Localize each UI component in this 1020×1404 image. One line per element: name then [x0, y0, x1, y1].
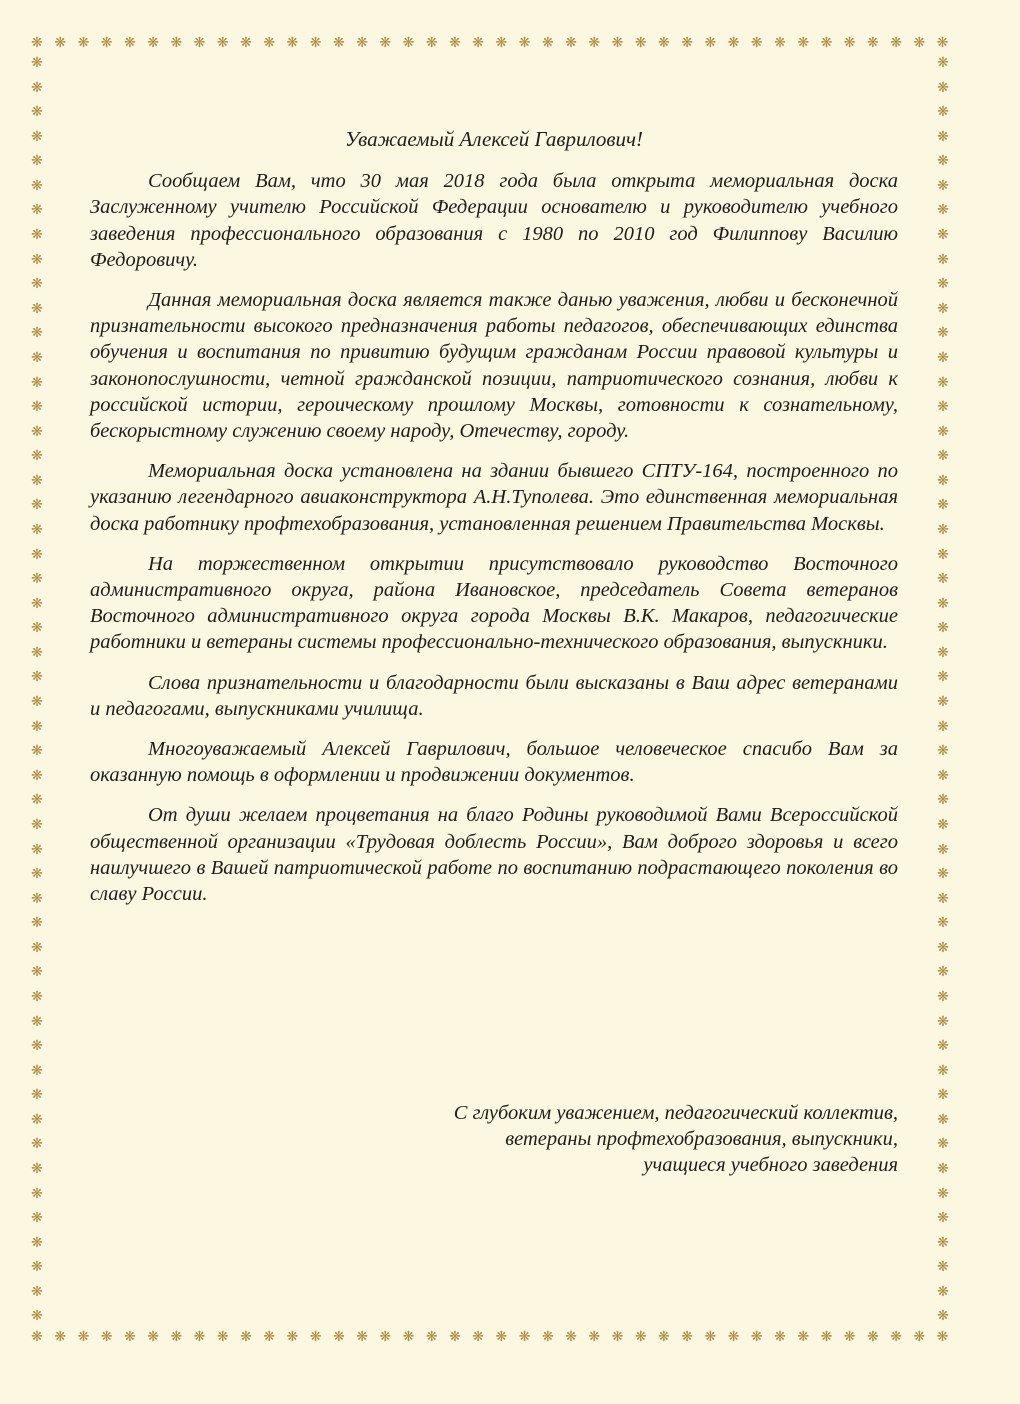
snowflake-ornament-icon: ❋ — [31, 915, 43, 932]
snowflake-ornament-icon: ❋ — [937, 743, 949, 760]
closing-line-1: С глубоким уважением, педагогический коллектив, — [453, 1102, 898, 1124]
snowflake-ornament-icon: ❋ — [937, 694, 949, 711]
snowflake-ornament-icon: ❋ — [31, 374, 43, 391]
snowflake-ornament-icon: ❋ — [31, 177, 43, 194]
snowflake-ornament-icon: ❋ — [31, 1283, 43, 1300]
snowflake-ornament-icon: ❋ — [31, 128, 43, 145]
snowflake-ornament-icon: ❋ — [216, 35, 229, 51]
snowflake-ornament-icon: ❋ — [31, 890, 43, 907]
snowflake-ornament-icon: ❋ — [124, 1329, 136, 1345]
snowflake-ornament-icon: ❋ — [937, 497, 949, 514]
ornamental-border-top — [30, 36, 950, 50]
snowflake-ornament-icon: ❋ — [31, 1234, 43, 1251]
snowflake-ornament-icon: ❋ — [170, 1329, 183, 1345]
snowflake-ornament-icon: ❋ — [31, 153, 43, 170]
snowflake-ornament-icon: ❋ — [937, 55, 949, 71]
snowflake-ornament-icon: ❋ — [937, 718, 949, 735]
snowflake-ornament-icon: ❋ — [727, 35, 740, 51]
snowflake-ornament-icon: ❋ — [820, 35, 833, 51]
snowflake-ornament-icon: ❋ — [937, 153, 949, 170]
snowflake-ornament-icon: ❋ — [31, 1136, 43, 1153]
snowflake-ornament-icon: ❋ — [31, 497, 43, 514]
snowflake-ornament-icon: ❋ — [937, 1038, 949, 1055]
snowflake-ornament-icon: ❋ — [937, 1185, 949, 1202]
snowflake-ornament-icon: ❋ — [31, 1259, 43, 1276]
snowflake-ornament-icon: ❋ — [31, 472, 43, 489]
snowflake-ornament-icon: ❋ — [937, 104, 949, 121]
snowflake-ornament-icon: ❋ — [31, 349, 43, 366]
snowflake-ornament-icon: ❋ — [937, 399, 949, 416]
snowflake-ornament-icon: ❋ — [937, 669, 949, 686]
snowflake-ornament-icon: ❋ — [31, 1087, 43, 1104]
snowflake-ornament-icon: ❋ — [31, 521, 43, 538]
snowflake-ornament-icon: ❋ — [495, 1329, 508, 1345]
snowflake-ornament-icon: ❋ — [31, 866, 43, 883]
snowflake-ornament-icon: ❋ — [31, 251, 43, 268]
snowflake-ornament-icon: ❋ — [750, 35, 763, 51]
snowflake-ornament-icon: ❋ — [31, 841, 43, 858]
snowflake-ornament-icon: ❋ — [31, 644, 43, 661]
snowflake-ornament-icon: ❋ — [937, 521, 949, 538]
snowflake-ornament-icon: ❋ — [937, 1087, 949, 1104]
ornamental-border-bottom — [30, 1330, 950, 1344]
snowflake-ornament-icon: ❋ — [31, 1329, 43, 1345]
snowflake-ornament-icon: ❋ — [937, 1234, 949, 1251]
snowflake-ornament-icon: ❋ — [31, 939, 43, 956]
snowflake-ornament-icon: ❋ — [31, 448, 43, 465]
letter-body — [90, 126, 898, 921]
snowflake-ornament-icon: ❋ — [31, 816, 43, 833]
snowflake-ornament-icon: ❋ — [193, 1329, 206, 1345]
snowflake-ornament-icon: ❋ — [658, 35, 670, 51]
snowflake-ornament-icon: ❋ — [937, 128, 949, 145]
snowflake-ornament-icon: ❋ — [565, 35, 577, 51]
snowflake-ornament-icon: ❋ — [913, 1329, 926, 1345]
snowflake-ornament-icon: ❋ — [820, 1329, 833, 1345]
snowflake-ornament-icon: ❋ — [31, 595, 43, 612]
snowflake-ornament-icon: ❋ — [425, 35, 438, 51]
snowflake-ornament-icon: ❋ — [31, 1210, 43, 1227]
snowflake-ornament-icon: ❋ — [937, 866, 949, 883]
snowflake-ornament-icon: ❋ — [100, 1329, 113, 1345]
snowflake-ornament-icon: ❋ — [937, 227, 949, 244]
snowflake-ornament-icon: ❋ — [937, 939, 949, 956]
snowflake-ornament-icon: ❋ — [937, 1136, 949, 1153]
snowflake-ornament-icon: ❋ — [31, 767, 43, 784]
snowflake-ornament-icon: ❋ — [681, 1329, 693, 1345]
snowflake-ornament-icon: ❋ — [936, 1329, 949, 1345]
snowflake-ornament-icon: ❋ — [449, 1329, 461, 1345]
snowflake-ornament-icon: ❋ — [54, 1329, 67, 1345]
snowflake-ornament-icon: ❋ — [425, 1329, 438, 1345]
snowflake-ornament-icon: ❋ — [937, 448, 949, 465]
ornamental-border-left — [30, 56, 44, 1324]
snowflake-ornament-icon: ❋ — [100, 35, 113, 51]
snowflake-ornament-icon: ❋ — [588, 35, 601, 51]
snowflake-ornament-icon: ❋ — [937, 177, 949, 194]
snowflake-ornament-icon: ❋ — [31, 571, 43, 588]
snowflake-ornament-icon: ❋ — [31, 35, 43, 51]
snowflake-ornament-icon: ❋ — [263, 1329, 276, 1345]
snowflake-ornament-icon: ❋ — [31, 1185, 43, 1202]
snowflake-ornament-icon: ❋ — [937, 1111, 949, 1128]
snowflake-ornament-icon: ❋ — [31, 964, 43, 981]
snowflake-ornament-icon: ❋ — [31, 718, 43, 735]
snowflake-ornament-icon: ❋ — [937, 423, 949, 440]
closing-line-2: ветераны профтехобразования, выпускники, — [505, 1128, 898, 1151]
snowflake-ornament-icon: ❋ — [31, 1062, 43, 1079]
snowflake-ornament-icon: ❋ — [54, 35, 67, 51]
snowflake-ornament-icon: ❋ — [774, 35, 786, 51]
snowflake-ornament-icon: ❋ — [449, 35, 461, 51]
snowflake-ornament-icon: ❋ — [240, 1329, 252, 1345]
snowflake-ornament-icon: ❋ — [286, 35, 299, 51]
snowflake-ornament-icon: ❋ — [31, 104, 43, 121]
paragraph-2: Данная мемориальная доска является также данью уважения, любви и бесконечной признательности высокого предназначения работы педагогов, обеспечивающих единства обучения и воспитания по привитию будущим гражданам России правовой культуры и законопослушности, четной гражданской позиции, патриотического сознания, любви к российской истории, героическому прошлому Москвы, готовности к сознательному, бескорыстному служению своему народу, Отечеству, городу. — [90, 289, 898, 443]
paragraph-6: Многоуважаемый Алексей Гаврилович, большое человеческое спасибо Вам за оказанную помощь в оформлении и продвижении документов. — [90, 738, 898, 787]
snowflake-ornament-icon: ❋ — [31, 1308, 43, 1325]
snowflake-ornament-icon: ❋ — [332, 1329, 345, 1345]
snowflake-ornament-icon: ❋ — [31, 988, 43, 1005]
snowflake-ornament-icon: ❋ — [937, 816, 949, 833]
snowflake-ornament-icon: ❋ — [937, 915, 949, 932]
snowflake-ornament-icon: ❋ — [937, 349, 949, 366]
paragraph-1: Сообщаем Вам, что 30 мая 2018 года была открыта мемориальная доска Заслуженному учителю Российской Федерации основателю и руководителю учебного заведения профессионального образования с 1980 по 2010 год Филиппову Василию Федоровичу. — [90, 170, 898, 271]
snowflake-ornament-icon: ❋ — [77, 1329, 90, 1345]
snowflake-ornament-icon: ❋ — [31, 325, 43, 342]
snowflake-ornament-icon: ❋ — [31, 423, 43, 440]
snowflake-ornament-icon: ❋ — [843, 1329, 856, 1345]
snowflake-ornament-icon: ❋ — [518, 35, 531, 51]
snowflake-ornament-icon: ❋ — [937, 841, 949, 858]
snowflake-ornament-icon: ❋ — [936, 35, 949, 51]
paragraph-3: Мемориальная доска установлена на здании бывшего СПТУ-164, построенного по указанию легендарного авиаконструктора А.Н.Туполева. Это единственная мемориальная доска работнику профтехобразования, установленная решением Правительства Москвы. — [90, 460, 898, 535]
snowflake-ornament-icon: ❋ — [402, 1329, 415, 1345]
closing-line-3: учащиеся учебного заведения — [643, 1154, 898, 1177]
snowflake-ornament-icon: ❋ — [937, 890, 949, 907]
snowflake-ornament-icon: ❋ — [31, 792, 43, 809]
snowflake-ornament-icon: ❋ — [937, 1259, 949, 1276]
snowflake-ornament-icon: ❋ — [31, 300, 43, 317]
snowflake-ornament-icon: ❋ — [31, 743, 43, 760]
snowflake-ornament-icon: ❋ — [31, 694, 43, 711]
snowflake-ornament-icon: ❋ — [588, 1329, 601, 1345]
snowflake-ornament-icon: ❋ — [797, 1329, 810, 1345]
snowflake-ornament-icon: ❋ — [309, 1329, 322, 1345]
snowflake-ornament-icon: ❋ — [611, 1329, 624, 1345]
paragraph-4: На торжественном открытии присутствовало руководство Восточного административного округа, района Ивановское, председатель Совета ветеранов Восточного административного округа города Москвы В.К. Макаров, педагогические работники и ветераны системы профессионально-технического образования, выпускники. — [90, 552, 898, 654]
salutation: Уважаемый Алексей Гаврилович! — [344, 127, 644, 151]
snowflake-ornament-icon: ❋ — [31, 79, 43, 96]
snowflake-ornament-icon: ❋ — [170, 35, 183, 51]
snowflake-ornament-icon: ❋ — [147, 1329, 159, 1345]
snowflake-ornament-icon: ❋ — [77, 35, 90, 51]
snowflake-ornament-icon: ❋ — [332, 35, 345, 51]
snowflake-ornament-icon: ❋ — [31, 620, 43, 637]
snowflake-ornament-icon: ❋ — [750, 1329, 763, 1345]
snowflake-ornament-icon: ❋ — [31, 399, 43, 416]
snowflake-ornament-icon: ❋ — [937, 964, 949, 981]
snowflake-ornament-icon: ❋ — [541, 35, 554, 51]
snowflake-ornament-icon: ❋ — [937, 767, 949, 784]
signature-block — [300, 1100, 898, 1179]
snowflake-ornament-icon: ❋ — [565, 1329, 577, 1345]
snowflake-ornament-icon: ❋ — [797, 35, 810, 51]
snowflake-ornament-icon: ❋ — [31, 227, 43, 244]
snowflake-ornament-icon: ❋ — [31, 1038, 43, 1055]
snowflake-ornament-icon: ❋ — [31, 669, 43, 686]
snowflake-ornament-icon: ❋ — [727, 1329, 740, 1345]
snowflake-ornament-icon: ❋ — [937, 1210, 949, 1227]
snowflake-ornament-icon: ❋ — [937, 620, 949, 637]
snowflake-ornament-icon: ❋ — [937, 988, 949, 1005]
snowflake-ornament-icon: ❋ — [704, 1329, 717, 1345]
snowflake-ornament-icon: ❋ — [937, 546, 949, 563]
snowflake-ornament-icon: ❋ — [937, 595, 949, 612]
snowflake-ornament-icon: ❋ — [240, 35, 252, 51]
snowflake-ornament-icon: ❋ — [31, 1161, 43, 1178]
snowflake-ornament-icon: ❋ — [634, 35, 647, 51]
snowflake-ornament-icon: ❋ — [913, 35, 926, 51]
snowflake-ornament-icon: ❋ — [937, 1161, 949, 1178]
snowflake-ornament-icon: ❋ — [867, 35, 879, 51]
snowflake-ornament-icon: ❋ — [147, 35, 159, 51]
snowflake-ornament-icon: ❋ — [937, 571, 949, 588]
snowflake-ornament-icon: ❋ — [541, 1329, 554, 1345]
snowflake-ornament-icon: ❋ — [937, 251, 949, 268]
snowflake-ornament-icon: ❋ — [31, 202, 43, 219]
snowflake-ornament-icon: ❋ — [937, 1013, 949, 1030]
snowflake-ornament-icon: ❋ — [937, 276, 949, 293]
snowflake-ornament-icon: ❋ — [124, 35, 136, 51]
snowflake-ornament-icon: ❋ — [704, 35, 717, 51]
paragraph-5: Слова признательности и благодарности были высказаны в Ваш адрес ветеранами и педагогами, выпускниками училища. — [90, 671, 898, 720]
snowflake-ornament-icon: ❋ — [31, 1013, 43, 1030]
snowflake-ornament-icon: ❋ — [263, 35, 276, 51]
snowflake-ornament-icon: ❋ — [216, 1329, 229, 1345]
snowflake-ornament-icon: ❋ — [890, 1329, 902, 1345]
snowflake-ornament-icon: ❋ — [31, 546, 43, 563]
snowflake-ornament-icon: ❋ — [937, 644, 949, 661]
snowflake-ornament-icon: ❋ — [634, 1329, 647, 1345]
snowflake-ornament-icon: ❋ — [937, 202, 949, 219]
snowflake-ornament-icon: ❋ — [472, 35, 485, 51]
snowflake-ornament-icon: ❋ — [937, 300, 949, 317]
snowflake-ornament-icon: ❋ — [937, 1308, 949, 1325]
snowflake-ornament-icon: ❋ — [193, 35, 206, 51]
snowflake-ornament-icon: ❋ — [356, 35, 368, 51]
snowflake-ornament-icon: ❋ — [495, 35, 508, 51]
snowflake-ornament-icon: ❋ — [937, 1283, 949, 1300]
snowflake-ornament-icon: ❋ — [890, 35, 902, 51]
snowflake-ornament-icon: ❋ — [379, 35, 392, 51]
snowflake-ornament-icon: ❋ — [867, 1329, 879, 1345]
snowflake-ornament-icon: ❋ — [356, 1329, 368, 1345]
snowflake-ornament-icon: ❋ — [681, 35, 693, 51]
snowflake-ornament-icon: ❋ — [658, 1329, 670, 1345]
snowflake-ornament-icon: ❋ — [937, 1062, 949, 1079]
snowflake-ornament-icon: ❋ — [611, 35, 624, 51]
snowflake-ornament-icon: ❋ — [937, 374, 949, 391]
snowflake-ornament-icon: ❋ — [286, 1329, 299, 1345]
snowflake-ornament-icon: ❋ — [937, 792, 949, 809]
snowflake-ornament-icon: ❋ — [31, 276, 43, 293]
snowflake-ornament-icon: ❋ — [31, 55, 43, 71]
snowflake-ornament-icon: ❋ — [31, 1111, 43, 1128]
snowflake-ornament-icon: ❋ — [402, 35, 415, 51]
snowflake-ornament-icon: ❋ — [518, 1329, 531, 1345]
snowflake-ornament-icon: ❋ — [309, 35, 322, 51]
snowflake-ornament-icon: ❋ — [774, 1329, 786, 1345]
ornamental-border-right — [936, 56, 950, 1324]
snowflake-ornament-icon: ❋ — [937, 79, 949, 96]
snowflake-ornament-icon: ❋ — [937, 325, 949, 342]
snowflake-ornament-icon: ❋ — [937, 472, 949, 489]
snowflake-ornament-icon: ❋ — [843, 35, 856, 51]
paragraph-7: От души желаем процветания на благо Родины руководимой Вами Всероссийской общественной организации «Трудовая доблесть России», Вам доброго здоровья и всего наилучшего в Вашей патриотической работе по воспитанию подрастающего поколения во славу России. — [90, 804, 898, 906]
snowflake-ornament-icon: ❋ — [472, 1329, 485, 1345]
snowflake-ornament-icon: ❋ — [379, 1329, 392, 1345]
